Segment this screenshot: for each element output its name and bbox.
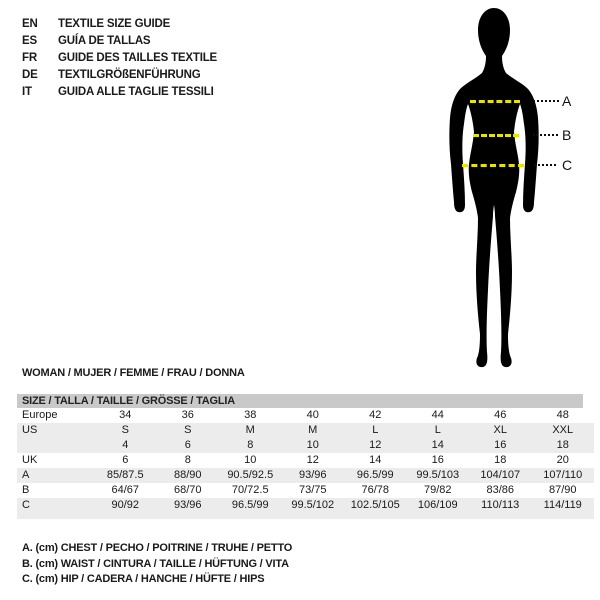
language-title: GUÍA DE TALLAS [58, 35, 151, 47]
size-value-cell: 10 [244, 454, 257, 466]
size-value-cell: 114/119 [543, 499, 582, 511]
language-row [22, 16, 217, 33]
table-row [17, 498, 594, 519]
size-value-cell: 106/109 [417, 499, 458, 511]
row-label: A [22, 469, 30, 481]
section-title: WOMAN / MUJER / FEMME / FRAU / DONNA [22, 367, 245, 379]
legend-line: B. (cm) WAIST / CINTURA / TAILLE / HÜFTUNG / VITA [22, 557, 289, 570]
language-code: ES [22, 35, 37, 47]
language-code: EN [22, 18, 38, 30]
size-value-cell: L [372, 424, 379, 436]
size-value-cell: 12 [369, 439, 382, 451]
table-row [17, 468, 594, 483]
row-label [17, 438, 94, 453]
language-row [22, 50, 217, 67]
size-value-cell: XXL [552, 424, 574, 436]
size-value-cell: 70/72.5 [231, 484, 269, 496]
size-value-cell: 44 [431, 409, 444, 421]
size-value-cell: 10 [306, 439, 319, 451]
table-row [17, 453, 594, 468]
size-value-cell: 85/87.5 [106, 469, 144, 481]
size-value-cell: 104/107 [480, 469, 521, 481]
size-value-cell: 42 [369, 409, 382, 421]
size-value-cell: 90/92 [111, 499, 140, 511]
size-value-cell: M [245, 424, 255, 436]
size-value-cell: 8 [184, 454, 191, 466]
measure-dash-line [470, 100, 520, 103]
language-title: TEXTILGRÖßENFÜHRUNG [58, 69, 201, 81]
language-row [22, 33, 217, 50]
size-value-cell: XL [493, 424, 507, 436]
size-value-cell: 16 [494, 439, 507, 451]
measure-dash-line [462, 164, 524, 167]
measurement-legend [22, 541, 292, 588]
size-value-cell: 14 [369, 454, 382, 466]
size-value-cell: 36 [181, 409, 194, 421]
size-value-cell: 107/110 [543, 469, 583, 481]
size-value-cell: 102.5/105 [350, 499, 400, 511]
legend-line: C. (cm) HIP / CADERA / HANCHE / HÜFTE / HIPS [22, 573, 265, 585]
size-value-cell: 99.5/103 [416, 469, 460, 481]
size-value-cell: 18 [556, 439, 569, 451]
size-value-cell: 12 [306, 454, 319, 466]
row-label: UK [22, 454, 38, 466]
language-row [22, 84, 217, 101]
language-code: FR [22, 52, 37, 64]
size-value-cell: 4 [122, 439, 129, 451]
size-value-cell: 90.5/92.5 [227, 469, 274, 481]
leader-dots-line [534, 164, 556, 166]
measure-dash-line [473, 134, 519, 137]
size-value-cell: 73/75 [298, 484, 327, 496]
marker-label: A [562, 93, 572, 109]
row-label: C [22, 499, 30, 511]
size-value-cell: 6 [122, 454, 129, 466]
size-value-cell: 99.5/102 [291, 499, 335, 511]
woman-silhouette-icon [444, 6, 544, 370]
size-value-cell: 40 [306, 409, 319, 421]
size-value-cell: S [184, 424, 192, 436]
table-row [17, 438, 594, 453]
language-title: TEXTILE SIZE GUIDE [58, 18, 171, 30]
size-value-cell: M [308, 424, 318, 436]
size-value-cell: 96.5/99 [231, 499, 269, 511]
language-row [22, 67, 217, 84]
size-value-cell: S [121, 424, 129, 436]
table-row [17, 423, 594, 438]
size-value-cell: 93/96 [173, 499, 202, 511]
language-code: IT [22, 86, 32, 98]
marker-label: B [562, 127, 572, 143]
size-value-cell: 38 [244, 409, 257, 421]
size-value-cell: 46 [494, 409, 507, 421]
size-value-cell: 88/90 [173, 469, 202, 481]
size-value-cell: L [434, 424, 441, 436]
size-value-cell: 68/70 [173, 484, 202, 496]
size-value-cell: 79/82 [423, 484, 452, 496]
legend-line: A. (cm) CHEST / PECHO / POITRINE / TRUHE / PETTO [22, 542, 293, 554]
leader-dots-line [533, 134, 558, 136]
table-row [17, 408, 594, 423]
marker-label: C [562, 157, 573, 173]
size-value-cell: 64/67 [111, 484, 140, 496]
size-value-cell: 83/86 [486, 484, 515, 496]
size-value-cell: 20 [556, 454, 569, 466]
size-value-cell: 48 [556, 409, 569, 421]
row-label: US [22, 424, 38, 436]
row-label: B [22, 484, 30, 496]
size-value-cell: 14 [431, 439, 444, 451]
language-code: DE [22, 69, 38, 81]
size-value-cell: 110/113 [481, 499, 520, 511]
size-value-cell: 87/90 [548, 484, 577, 496]
size-value-cell: 8 [247, 439, 254, 451]
size-value-cell: 93/96 [298, 469, 327, 481]
table-header: SIZE / TALLA / TAILLE / GRÖSSE / TAGLIA [17, 394, 583, 408]
size-value-cell: 34 [119, 409, 132, 421]
row-label: Europe [22, 409, 58, 421]
size-value-cell: 16 [431, 454, 444, 466]
table-row [17, 483, 594, 498]
size-value-cell: 76/78 [361, 484, 390, 496]
size-table [17, 394, 594, 519]
size-value-cell: 96.5/99 [356, 469, 394, 481]
size-value-cell: 6 [184, 439, 191, 451]
size-value-cell: 18 [494, 454, 507, 466]
table-body [17, 408, 594, 519]
language-title: GUIDA ALLE TAGLIE TESSILI [58, 86, 214, 98]
language-title: GUIDE DES TAILLES TEXTILE [58, 52, 217, 64]
language-header [22, 16, 217, 101]
leader-dots-line [533, 100, 559, 102]
woman-figure [444, 6, 544, 370]
